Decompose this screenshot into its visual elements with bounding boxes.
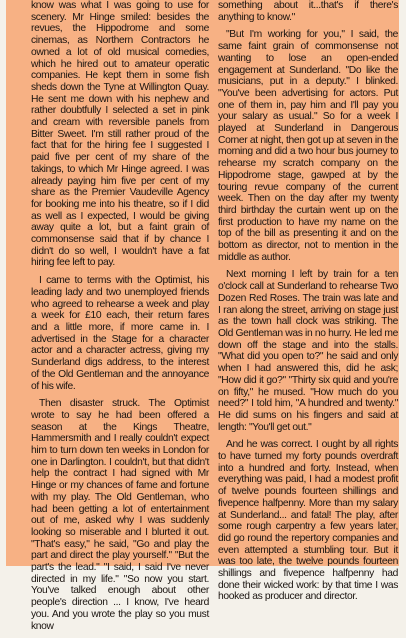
paragraph: "But I'm working for you," I said, the same faint grain of commonsense not wanting to lose an open-ended engagement at Sunderland. "Do like the musicians, put in a deputy." I blinked. "You've been advertising for actors. Put one of them in, pay him and I'll pay you your salary as usual." So for a week I played at Sunderland in Dangerous Corner at night, then got up at seven in the morning and did a two hour bus journey to rehearse my scratch company on the Hippodrome stage, gawped at by the touring revue company of the current week. Then on the day after my twenty third birthday the curtain went up on the first production to have my name on the top of the bill as presenting it and on the bottom as director, not to mention in the middle as author.: [218, 29, 398, 263]
paragraph: And he was correct. I ought by all rights to have turned my forty pounds overdraft into a hundred and forty. Instead, when everything was paid, I had a modest profit of twelve pounds fourteen shillings and fivepence halfpenny. More than my salary at Sunderland... and fatal! The play, after some rough carpentry a few years later, did go round the repertory companies and even attempted a stumbling tour. But it was too late, the twelve pounds fourteen shillings and fivepence halfpenny had done their wicked work: by that time I was hooked as producer and director.: [218, 439, 398, 603]
paragraph: something about it...that's if there's anything to know.": [218, 0, 398, 23]
left-column: [31, 0, 209, 638]
paragraph: I came to terms with the Optimist, his leading lady and two unemployed friends who agreed to rehearse a week and play a week for £10 each, their return fares and a little more, if more came in. I advertised in the Stage for a character actor and a character actress, giving my Sunderland digs address, to the interest of the Old Gentleman and the annoyance of his wife.: [31, 275, 209, 392]
article-panel: [6, 0, 399, 632]
paragraph: know was what I was going to use for scenery. Mr Hinge smiled: besides the revues, the Hippodrome and some cinemas, as Northern Contractors he owned a lot of old musical comedies, which he hired out to amateur operatic companies. He kept them in some fish sheds down the Tyne at Willington Quay. He sent me down with his nephew and rather doubtfully I selected a set in pink and cream with reversible panels from Bitter Sweet. I'm still rather proud of the fact that for the hiring fee I suggested I paid five per cent of my share of the takings, to which Mr Hinge agreed. I was already paying him five per cent of my share as the Premier Vaudeville Agency for booking me into his theatre, so if I did as well as I expected, I would be giving away quite a lot, but a faint grain of commonsense said that if by chance I didn't do so well, I wouldn't have a fat hiring fee left to pay.: [31, 0, 209, 269]
paragraph: Then disaster struck. The Optimist wrote to say he had been offered a season at the Kings Theatre, Hammersmith and I really couldn't expect him to turn down ten weeks in London for one in Darlington. I couldn't, but that didn't help the contract I had signed with Mr Hinge or my chances of fame and fortune with my play. The Old Gentleman, who had been getting a lot of entertainment out of me, asked why I was suddenly looking so miserable and I blurted it out. "That's easy," he said, "Go and play the part and direct the play yourself." "But the part's the lead." "I said, I said I've never directed in my life." "So now you start. You've talked enough about other people's direction ... I know, I've heard you. And you wrote the play so you must know: [31, 398, 209, 632]
paragraph: Next morning I left by train for a ten o'clock call at Sunderland to rehearse Two Dozen Red Roses. The train was late and I ran along the street, arriving on stage just as the town hall clock was striking. The Old Gentleman was in no hurry. He led me down off the stage and into the stalls. "What did you open to?" he said and only when I had answered this, did he ask; "How did it go?" "Thirty six quid and you're on fifty," he mused. "How much do you need?" I told him, "A hundred and twenty." He did sums on his fingers and said at length: "You'll get out.": [218, 269, 398, 433]
right-column: [218, 0, 398, 609]
